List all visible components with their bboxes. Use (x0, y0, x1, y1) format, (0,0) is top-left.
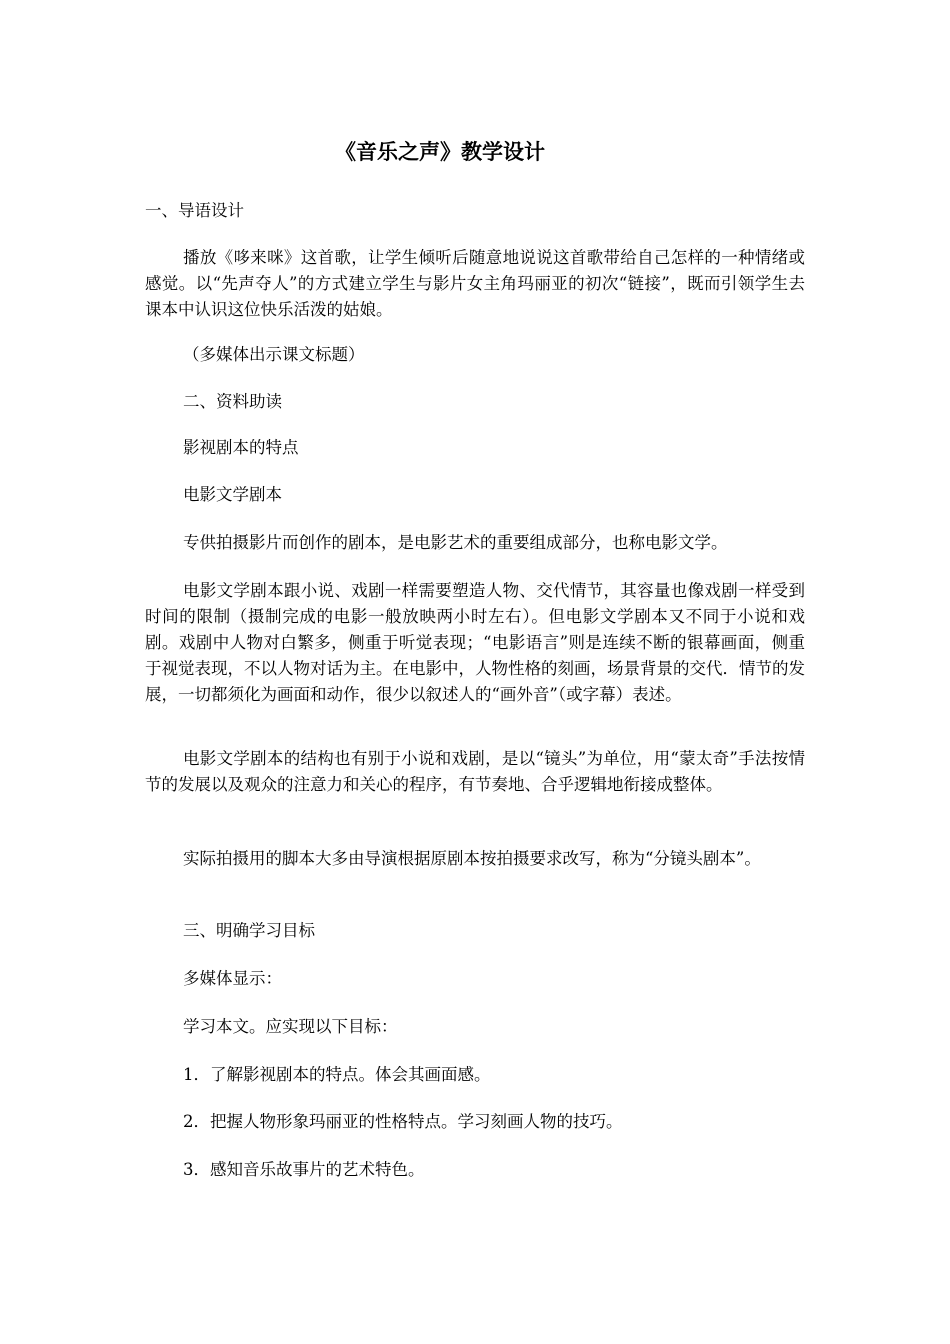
subheading-film-script: 电影文学剧本 (183, 485, 282, 504)
paragraph-film-script-structure: 电影文学剧本的结构也有别于小说和戏剧，是以“镜头”为单位，用“蒙太奇”手法按情节的发展以及观众的注意力和关心的程序，有节奏地、合乎逻辑地衔接成整体。 (145, 749, 805, 794)
list-item-goal-3: 3．感知音乐故事片的艺术特色。 (183, 1160, 425, 1179)
list-item-goal-1: 1．了解影视剧本的特点。体会其画面感。 (183, 1065, 491, 1084)
section-heading-materials: 二、资料助读 (183, 392, 282, 411)
section-heading-goals: 三、明确学习目标 (183, 921, 315, 940)
paragraph-multimedia-title: （多媒体出示课文标题） (183, 345, 365, 364)
paragraph-intro-body: 播放《哆来咪》这首歌，让学生倾听后随意地说说这首歌带给自己怎样的一种情绪或感觉。以“先声夺人”的方式建立学生与影片女主角玛丽亚的初次“链接”，既而引领学生去课本中认识这位快乐活泼的姑娘。 (145, 248, 805, 319)
paragraph-goals-intro: 学习本文。应实现以下目标： (183, 1017, 398, 1036)
paragraph-multimedia-display: 多媒体显示： (183, 969, 282, 988)
list-item-goal-2: 2．把握人物形象玛丽亚的性格特点。学习刻画人物的技巧。 (183, 1112, 623, 1131)
section-heading-intro: 一、导语设计 (145, 201, 244, 220)
paragraph-film-script-comparison: 电影文学剧本跟小说、戏剧一样需要塑造人物、交代情节，其容量也像戏剧一样受到时间的限制（摄制完成的电影一般放映两小时左右）。但电影文学剧本又不同于小说和戏剧。戏剧中人物对白繁多，侧重于听觉表现；“电影语言”则是连续不断的银幕画面，侧重于视觉表现，不以人物对话为主。在电影中，人物性格的刻画，场景背景的交代．情节的发展，一切都须化为画面和动作，很少以叙述人的“画外音”（或字幕）表述。 (145, 581, 805, 704)
subheading-script-features: 影视剧本的特点 (183, 438, 299, 457)
page-title: 《音乐之声》教学设计 (335, 140, 545, 164)
paragraph-shooting-script: 实际拍摄用的脚本大多由导演根据原剧本按拍摄要求改写，称为“分镜头剧本”。 (183, 849, 761, 868)
paragraph-film-script-definition: 专供拍摄影片而创作的剧本，是电影艺术的重要组成部分，也称电影文学。 (183, 533, 728, 552)
